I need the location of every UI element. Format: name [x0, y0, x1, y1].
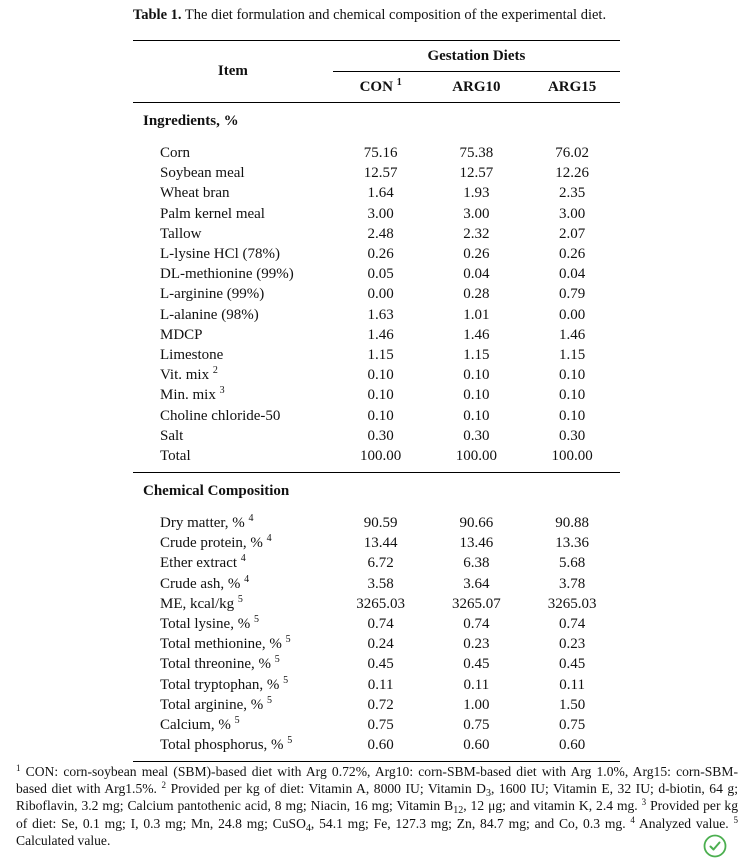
- footnotes: [16, 763, 738, 849]
- footnote-3: Provided per kg of diet: Se, 0.1 mg; I, 0.3 mg; Mn, 24.8 mg; CuSO$_4$, 54.1 mg; Fe, 127.3 mg; Zn, 84.7 mg; and Co, 0.3 mg.: [16, 798, 738, 834]
- cell-value: 3.64: [463, 575, 490, 592]
- cell-value: 76.02: [555, 145, 589, 162]
- row-label: Crude ash, % $^4$: [160, 573, 250, 592]
- cell-value: 1.01: [463, 306, 490, 323]
- cell-value: 3265.07: [452, 595, 501, 612]
- row-label: MDCP: [160, 326, 203, 343]
- table-row: [133, 533, 620, 553]
- table-row: [133, 634, 620, 654]
- cell-value: 3265.03: [547, 595, 597, 612]
- row-label: DL-methionine (99%): [160, 266, 294, 283]
- cell-value: 1.15: [367, 346, 394, 363]
- cell-value: 0.30: [559, 427, 586, 444]
- cell-value: 0.30: [463, 427, 490, 444]
- cell-value: 0.11: [367, 676, 394, 693]
- cell-value: 90.88: [555, 515, 589, 532]
- cell-value: 0.26: [367, 246, 394, 263]
- table-row: [133, 139, 620, 163]
- cell-value: 0.60: [367, 737, 394, 754]
- row-label: ME, kcal/kg $^5$: [160, 593, 243, 612]
- cell-value: 0.00: [559, 306, 586, 323]
- row-label: Total phosphorus, % $^5$: [160, 735, 293, 754]
- cell-value: 0.45: [559, 656, 586, 673]
- cell-value: 13.36: [555, 535, 589, 552]
- table-row: [133, 325, 620, 345]
- row-label: Min. mix $^3$: [160, 385, 225, 404]
- cell-value: 1.50: [559, 696, 586, 713]
- cell-value: 0.10: [463, 367, 490, 384]
- cell-value: 100.00: [551, 447, 593, 464]
- row-label: Total lysine, % $^5$: [160, 614, 259, 633]
- table-row: [133, 654, 620, 674]
- cell-value: 13.46: [459, 535, 494, 552]
- cell-value: 0.00: [367, 286, 394, 303]
- cell-value: 0.26: [559, 246, 586, 263]
- cell-value: 2.35: [559, 185, 586, 202]
- table-row: [133, 675, 620, 695]
- cell-value: 0.75: [367, 716, 394, 733]
- cell-value: 0.79: [559, 286, 586, 303]
- cell-value: 0.04: [463, 266, 490, 283]
- cell-value: 3.58: [367, 575, 394, 592]
- cell-value: 2.48: [367, 225, 394, 242]
- cell-value: 1.46: [367, 326, 394, 343]
- cell-value: 6.38: [463, 555, 490, 572]
- row-label: Ether extract $^4$: [160, 553, 246, 572]
- section-title: Chemical Composition: [143, 482, 290, 499]
- row-label: Calcium, % $^5$: [160, 714, 240, 733]
- table-row: [133, 284, 620, 304]
- table-row: [133, 305, 620, 325]
- footnote-marker-5: 5: [733, 814, 738, 825]
- row-label: Crude protein, % $^4$: [160, 533, 272, 552]
- cell-value: 0.28: [463, 286, 490, 303]
- table-row: [133, 715, 620, 735]
- cell-value: 0.23: [559, 636, 586, 653]
- footnote-marker-2: 2: [161, 780, 167, 791]
- table-row: [133, 426, 620, 446]
- cell-value: 75.38: [459, 145, 494, 162]
- row-label: Soybean meal: [160, 165, 245, 182]
- footnote-5: Calculated value.: [16, 832, 111, 848]
- row-label: Vit. mix $^2$: [160, 365, 218, 384]
- table-row: [133, 183, 620, 203]
- cell-value: 0.24: [367, 636, 394, 653]
- table-row: [133, 446, 620, 473]
- row-label: L-arginine (99%): [160, 286, 265, 303]
- cell-value: 3.00: [367, 205, 394, 222]
- cell-value: 0.74: [559, 616, 586, 633]
- cell-value: 2.07: [559, 225, 586, 242]
- cell-value: 1.46: [463, 326, 490, 343]
- cell-value: 12.26: [555, 165, 589, 182]
- footnote-marker-4: 4: [630, 814, 635, 825]
- cell-value: 0.10: [559, 407, 586, 424]
- row-label: Tallow: [160, 225, 202, 242]
- section-header: [133, 103, 620, 140]
- table-body: [133, 103, 620, 762]
- cell-value: 6.72: [367, 555, 394, 572]
- cell-value: 90.66: [459, 515, 494, 532]
- diet-table: [133, 40, 620, 762]
- table-row: [133, 244, 620, 264]
- cell-value: 0.10: [559, 387, 586, 404]
- table-row: [133, 594, 620, 614]
- table-row: [133, 553, 620, 573]
- row-label: L-lysine HCl (78%): [160, 246, 280, 263]
- table-row: [133, 574, 620, 594]
- cell-value: 0.10: [367, 367, 394, 384]
- cell-value: 1.15: [463, 346, 490, 363]
- cell-value: 75.16: [363, 145, 398, 162]
- cell-value: 5.68: [559, 555, 586, 572]
- row-label: Total: [160, 447, 191, 464]
- table-row: [133, 695, 620, 715]
- cell-value: 12.57: [459, 165, 494, 182]
- leaf-check-icon: [703, 834, 727, 858]
- cell-value: 0.74: [463, 616, 490, 633]
- col-header-con: CON $^1$: [359, 76, 402, 95]
- table-row: [133, 224, 620, 244]
- cell-value: 13.44: [363, 535, 398, 552]
- cell-value: 1.46: [559, 326, 586, 343]
- footnote-2: Provided per kg of diet: Vitamin A, 8000 IU; Vitamin $D_3$, 1600 IU; Vitamin E, 32 IU; d-biotin, 64 g; Riboflavin, 3.2 mg; Calcium pantothenic acid, 8 mg; Niacin, 16 mg; Vitamin $B_{12}$, 12 μg; and vitamin K, 2.4 mg.: [16, 781, 739, 817]
- group-header: Gestation Diets: [333, 41, 620, 72]
- cell-value: 12.57: [363, 165, 398, 182]
- table-label: Table 1.: [132, 7, 182, 23]
- table-row: [133, 345, 620, 365]
- cell-value: 0.74: [367, 616, 394, 633]
- row-label: Total tryptophan, % $^5$: [160, 674, 289, 693]
- section-header: [133, 473, 620, 510]
- footnote-marker-1: 1: [16, 763, 21, 773]
- cell-value: 0.26: [463, 246, 490, 263]
- table-row: [133, 204, 620, 224]
- table-row: [133, 365, 620, 385]
- table-caption: [0, 7, 739, 24]
- cell-value: 0.23: [463, 636, 490, 653]
- section-title: Ingredients, %: [143, 112, 239, 129]
- table-row: [133, 405, 620, 425]
- footnote-marker-3: 3: [641, 797, 647, 808]
- cell-value: 0.10: [367, 387, 394, 404]
- table-row: [133, 163, 620, 183]
- cell-value: 0.75: [559, 716, 586, 733]
- cell-value: 0.04: [559, 266, 586, 283]
- cell-value: 0.72: [367, 696, 394, 713]
- cell-value: 100.00: [455, 447, 497, 464]
- cell-value: 1.00: [463, 696, 490, 713]
- row-label: Palm kernel meal: [160, 205, 265, 222]
- cell-value: 0.60: [559, 737, 586, 754]
- cell-value: 0.10: [463, 387, 490, 404]
- cell-value: 0.10: [559, 367, 586, 384]
- table-title: The diet formulation and chemical composition of the experimental diet.: [184, 7, 607, 23]
- table-row: [133, 264, 620, 284]
- cell-value: 3.00: [559, 205, 586, 222]
- col-header-arg10: ARG10: [452, 78, 501, 95]
- row-label: Total threonine, % $^5$: [160, 654, 280, 673]
- row-label: Choline chloride-50: [160, 407, 281, 424]
- cell-value: 0.45: [367, 656, 394, 673]
- cell-value: 0.11: [559, 676, 585, 693]
- cell-value: 0.45: [463, 656, 490, 673]
- cell-value: 100.00: [360, 447, 402, 464]
- row-label: Limestone: [160, 346, 224, 363]
- row-label: L-alanine (98%): [160, 306, 259, 323]
- cell-value: 1.64: [367, 185, 394, 202]
- cell-value: 0.11: [463, 676, 490, 693]
- row-label: Total arginine, % $^5$: [160, 694, 272, 713]
- row-label: Total methionine, % $^5$: [160, 634, 291, 653]
- cell-value: 0.60: [463, 737, 490, 754]
- table-row: [133, 385, 620, 405]
- item-header: Item: [217, 63, 248, 79]
- cell-value: 1.63: [367, 306, 394, 323]
- cell-value: 1.15: [559, 346, 586, 363]
- cell-value: 0.75: [463, 716, 490, 733]
- col-header-arg15: ARG15: [547, 78, 597, 95]
- cell-value: 3.00: [463, 205, 490, 222]
- row-label: Wheat bran: [160, 185, 230, 202]
- footnote-4: Analyzed value.: [638, 815, 729, 831]
- cell-value: 0.10: [463, 407, 490, 424]
- footnote-1: CON: corn-soybean meal (SBM)-based diet with Arg 0.72%, Arg10: corn-SBM-based diet with Arg 1.0%, Arg15: corn-SBM-based diet with Arg1.5%.: [16, 764, 738, 797]
- table-row: [133, 509, 620, 533]
- table-row: [133, 735, 620, 762]
- row-label: Dry matter, % $^4$: [160, 513, 254, 532]
- cell-value: 90.59: [363, 515, 398, 532]
- cell-value: 3265.03: [356, 595, 406, 612]
- cell-value: 2.32: [463, 225, 490, 242]
- cell-value: 0.30: [367, 427, 394, 444]
- cell-value: 1.93: [463, 185, 490, 202]
- cell-value: 3.78: [559, 575, 586, 592]
- cell-value: 0.10: [367, 407, 394, 424]
- table-row: [133, 614, 620, 634]
- cell-value: 0.05: [367, 266, 394, 283]
- row-label: Salt: [160, 427, 184, 444]
- row-label: Corn: [160, 145, 190, 162]
